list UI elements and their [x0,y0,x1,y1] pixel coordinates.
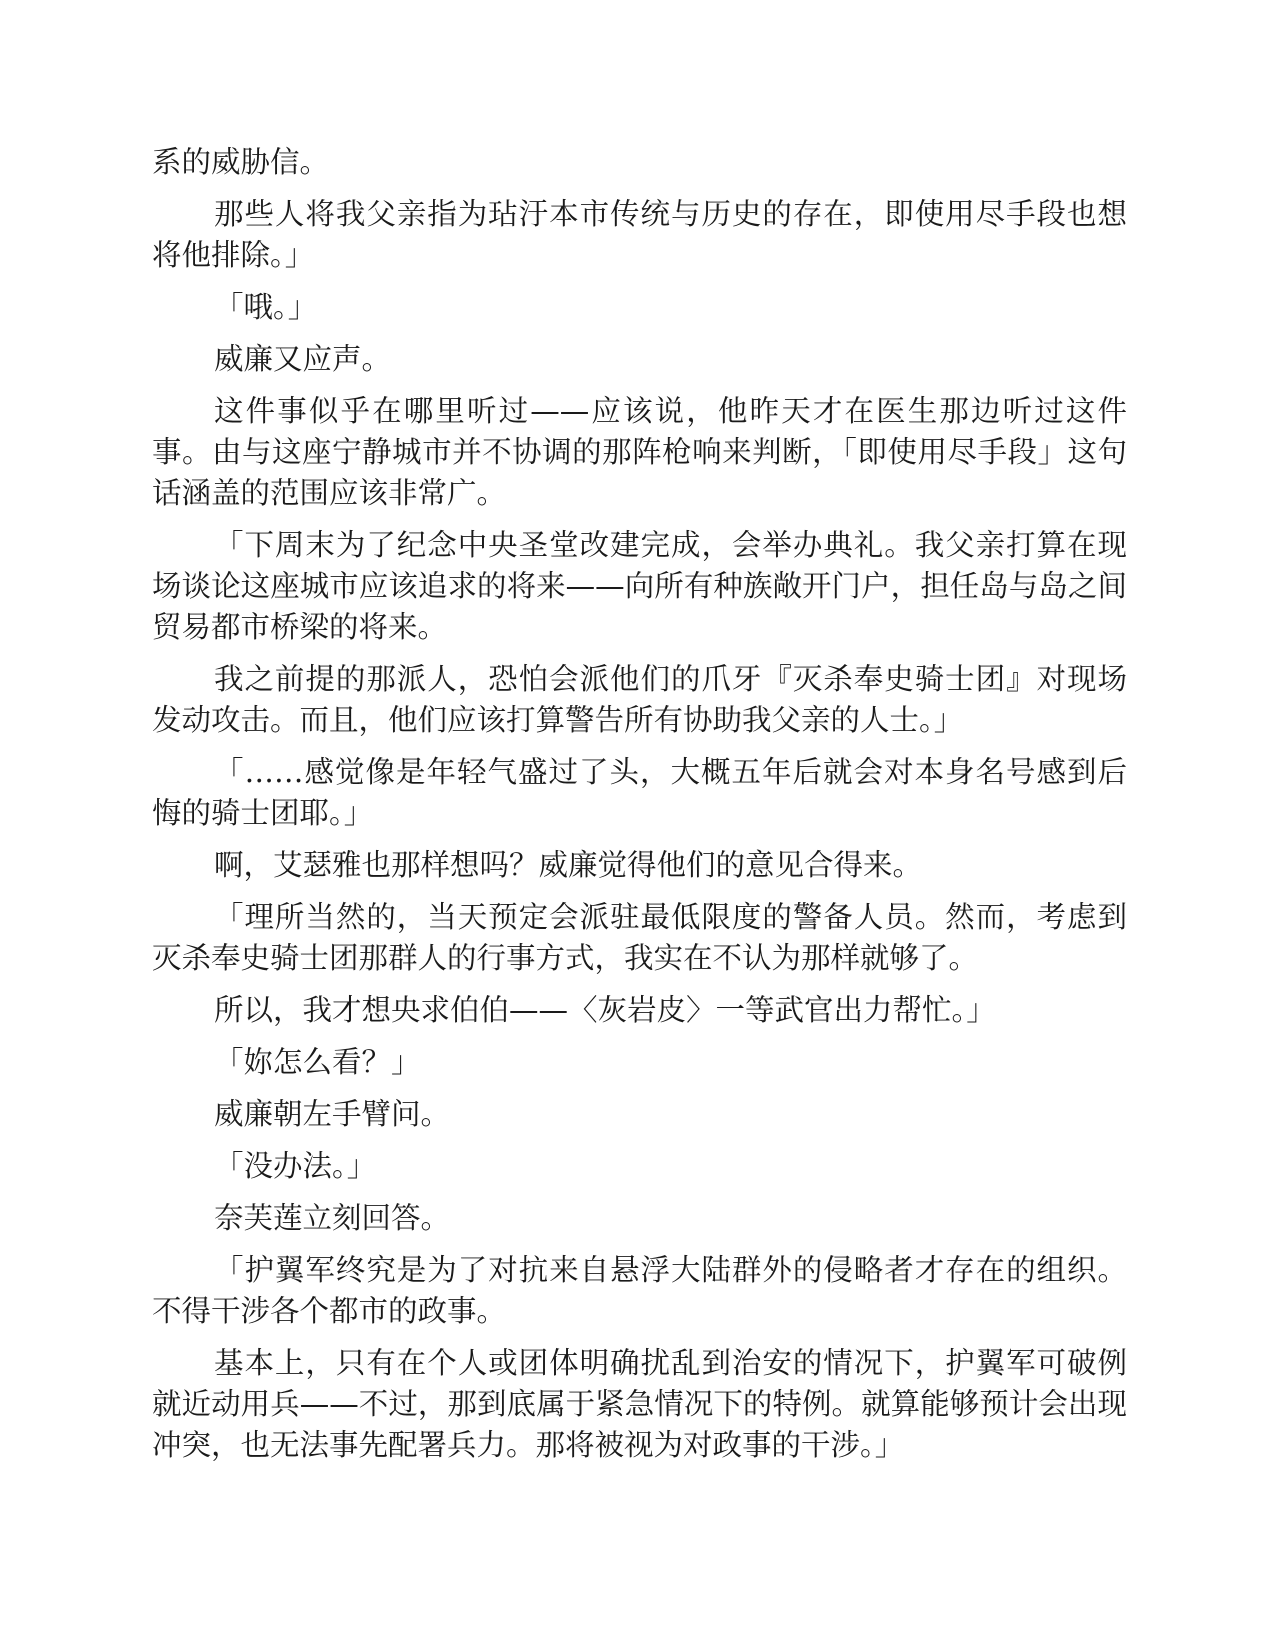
paragraph-6: 「下周末为了纪念中央圣堂改建完成，会举办典礼。我父亲打算在现场谈论这座城市应该追求的将来——向所有种族敞开门户，担任岛与岛之间贸易都市桥梁的将来。 [152,528,1127,644]
paragraph-4: 威廉又应声。 [214,342,392,376]
paragraph-11: 所以，我才想央求伯伯——〈灰岩皮〉一等武官出力帮忙。」 [214,993,996,1027]
paragraph-7: 我之前提的那派人，恐怕会派他们的爪牙『灭杀奉史骑士团』对现场发动攻击。而且，他们应该打算警告所有协助我父亲的人士。」 [152,662,1127,737]
paragraph-8: 「……感觉像是年轻气盛过了头，大概五年后就会对本身名号感到后悔的骑士团耶。」 [152,755,1127,830]
paragraph-14: 「没办法。」 [214,1149,377,1183]
body-text [152,142,1127,1477]
paragraph-1: 系的威胁信。 [152,145,330,179]
paragraph-5: 这件事似乎在哪里听过——应该说，他昨天才在医生那边听过这件事。由与这座宁静城市并不协调的那阵枪响来判断，「即使用尽手段」这句话涵盖的范围应该非常广。 [152,394,1127,510]
paragraph-15: 奈芙莲立刻回答。 [214,1201,451,1235]
paragraph-12: 「妳怎么看？」 [214,1045,421,1079]
paragraph-10: 「理所当然的，当天预定会派驻最低限度的警备人员。然而，考虑到灭杀奉史骑士团那群人的行事方式，我实在不认为那样就够了。 [152,900,1127,975]
paragraph-2: 那些人将我父亲指为玷汙本市传统与历史的存在，即使用尽手段也想将他排除。」 [152,197,1127,272]
paragraph-13: 威廉朝左手臂问。 [214,1097,451,1131]
paragraph-16: 「护翼军终究是为了对抗来自悬浮大陆群外的侵略者才存在的组织。不得干涉各个都市的政事。 [152,1253,1127,1328]
paragraph-3: 「哦。」 [214,290,318,324]
paragraph-9: 啊，艾瑟雅也那样想吗？威廉觉得他们的意见合得来。 [214,848,923,882]
paragraph-17: 基本上，只有在个人或团体明确扰乱到治安的情况下，护翼军可破例就近动用兵——不过，那到底属于紧急情况下的特例。就算能够预计会出现冲突，也无法事先配署兵力。那将被视为对政事的干涉。」 [152,1346,1127,1462]
